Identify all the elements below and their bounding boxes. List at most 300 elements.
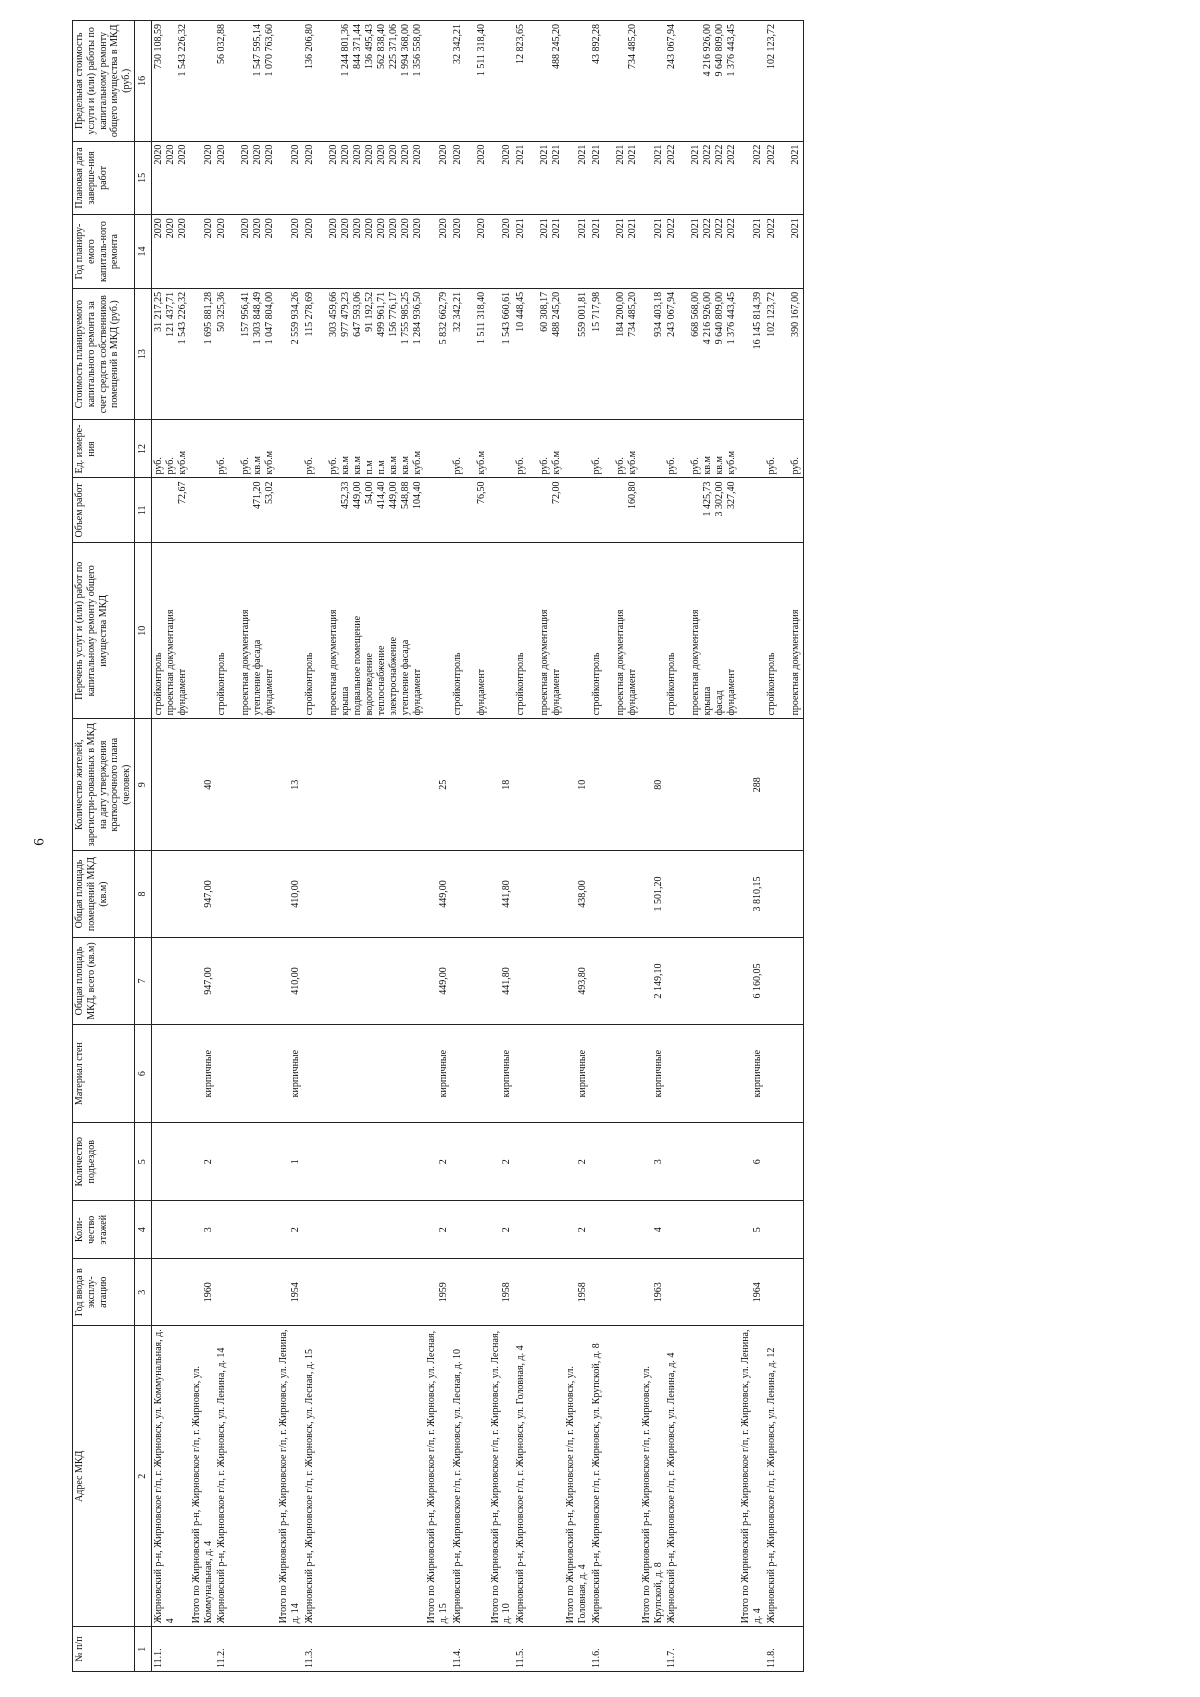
work-unit-line: руб. [666,457,678,475]
empty-cell [303,1201,425,1259]
work-finish-line: 2020 [176,144,188,165]
entrances: 6 [739,1123,765,1201]
residents: 13 [277,719,303,851]
work-finish-line: 2020 [399,144,411,165]
area-rooms: 947,00 [190,851,216,938]
table-row [665,21,739,1672]
work-finish-line [778,145,790,212]
work-cost-line: 303 459,66 [327,291,339,337]
empty-cell [425,1627,451,1672]
work-year-line [464,218,476,285]
work-unit [215,420,277,478]
work-unit [451,420,489,478]
work-year-line: 2020 [351,218,363,239]
work-year [151,215,190,289]
work-finish [765,141,804,215]
work-limit-line: 102 123,72 [765,24,777,69]
work-name [590,543,640,719]
mkd-address: Жирновский р-н, Жирновское г/п, г. Жирновск, ул. Ленина, д. 12 [765,1326,804,1627]
work-finish-line [464,145,476,212]
work-year-line: 2022 [714,218,726,239]
work-unit-line: руб. [765,457,777,475]
work-name [451,543,489,719]
work-finish-line: 2021 [614,144,626,165]
col-header: Общая площадь МКД, всего (кв.м) [73,938,135,1025]
col-header: Количество жителей, зарегистри-рованных в МКД на дату утверждения краткосрочного плана (человек) [73,719,135,851]
work-volume-line [452,481,464,539]
total-finish: 2020 [425,141,451,215]
work-limit-line [328,24,340,138]
work-volume [590,478,640,543]
empty-cell [489,478,515,543]
work-cost [514,288,564,420]
work-finish-line: 2020 [363,144,375,165]
work-year-line: 2020 [475,218,487,239]
work-finish-line: 2020 [475,144,487,165]
work-cost-line [603,292,615,417]
work-name-line: проектная документация [789,609,801,716]
area-total: 2 149,10 [640,938,666,1025]
work-limit [215,21,277,142]
work-cost [215,288,277,420]
empty-cell [277,543,303,719]
work-volume-line [228,481,240,539]
work-volume-line [464,481,476,539]
empty-cell [765,851,804,938]
work-year-line: 2021 [626,218,638,239]
work-name-line [778,546,790,715]
work-unit [590,420,640,478]
work-unit-line: куб.м [726,450,738,475]
work-finish [590,141,640,215]
empty-cell [303,851,425,938]
area-rooms: 441,80 [489,851,515,938]
residents: 10 [564,719,590,851]
work-unit-line: руб. [789,457,801,475]
empty-cell [514,938,564,1025]
work-limit-line: 136 206,80 [303,24,315,69]
year-built: 1964 [739,1259,765,1326]
empty-cell [451,1201,489,1259]
empty-cell [190,543,216,719]
col-number: 10 [134,543,151,719]
work-volume-line: 104,40 [411,481,423,509]
work-unit-line: п.м [375,460,387,475]
empty-cell [151,938,190,1025]
work-finish-line: 2020 [451,144,463,165]
work-cost-line: 121 437,71 [164,291,176,337]
work-cost-line: 9 640 809,00 [714,291,726,345]
work-volume [514,478,564,543]
empty-cell [277,478,303,543]
work-volume-line: 72,67 [176,481,188,504]
empty-cell [451,1123,489,1201]
work-volume-line: 449,00 [387,481,399,509]
work-name-line: крыша [702,686,714,716]
work-unit-line: руб. [303,457,315,475]
work-name-line [228,546,240,715]
entrances: 2 [489,1123,515,1201]
work-cost-line: 1 376 443,45 [726,291,738,345]
work-limit-line: 562 838,40 [375,24,387,69]
work-limit-line: 4 216 926,00 [702,24,714,77]
work-year-line: 2020 [303,218,315,239]
work-cost-line: 243 067,94 [666,291,678,337]
residents: 288 [739,719,765,851]
empty-cell [665,1259,739,1326]
work-volume-line [615,481,627,539]
work-cost-line: 102 123,72 [765,291,777,337]
work-year-line: 2022 [702,218,714,239]
work-limit-line [316,24,328,138]
work-limit-line: 1 511 318,40 [475,24,487,77]
total-row [277,21,303,1672]
col-number: 5 [134,1123,151,1201]
work-name [514,543,564,719]
work-unit-line: кв.м [252,456,264,475]
wall-material: кирпичные [564,1025,590,1123]
work-finish [514,141,564,215]
work-cost-line: 390 167,00 [789,291,801,337]
work-volume [303,478,425,543]
work-finish-line: 2021 [590,144,602,165]
mkd-address: Жирновский р-н, Жирновское г/п, г. Жирновск, ул. Ленина, д. 14 [215,1326,277,1627]
work-unit-line [603,423,615,474]
work-limit-line: 56 032,88 [216,24,228,64]
work-limit-line: 488 245,20 [551,24,563,69]
work-unit-line: руб. [515,457,527,475]
row-number: 11.4. [451,1627,489,1672]
col-number: 1 [134,1627,151,1672]
empty-cell [564,478,590,543]
work-volume [665,478,739,543]
work-year-line: 2020 [216,218,228,239]
empty-cell [665,719,739,851]
work-finish-line: 2020 [252,144,264,165]
work-limit [451,21,489,142]
work-year-line [678,218,690,285]
floors: 2 [564,1201,590,1259]
work-name-line: утепление фасада [399,639,411,716]
work-year-line: 2020 [363,218,375,239]
year-built: 1963 [640,1259,666,1326]
work-name-line: крыша [339,686,351,716]
area-total: 449,00 [425,938,451,1025]
total-cost: 2 559 934,26 [277,288,303,420]
work-year-line: 2022 [765,218,777,239]
empty-cell [425,420,451,478]
work-name-line: проектная документация [164,609,176,716]
col-number: 12 [134,420,151,478]
residents: 40 [190,719,216,851]
work-finish-line: 2020 [216,144,228,165]
empty-cell [640,21,666,142]
work-limit [765,21,804,142]
entrances: 2 [190,1123,216,1201]
work-name-line: утепление фасада [252,639,264,716]
col-header: Количество подъездов [73,1123,135,1201]
work-finish-line: 2022 [666,144,678,165]
work-limit-line: 730 108,59 [152,24,164,69]
work-name-line: стройконтроль [216,652,228,716]
empty-cell [215,1201,277,1259]
work-finish-line: 2021 [515,144,527,165]
work-limit-line [240,24,252,138]
work-name-line: стройконтроль [152,652,164,716]
column-number-row [134,21,151,1672]
work-year [303,215,425,289]
floors: 5 [739,1201,765,1259]
work-limit-line [165,24,177,138]
area-total: 493,80 [564,938,590,1025]
total-cost: 1 695 881,28 [190,288,216,420]
work-cost-line [316,292,328,417]
empty-cell [739,1627,765,1672]
work-name-line: фундамент [411,668,423,716]
year-built: 1954 [277,1259,303,1326]
empty-cell [590,1025,640,1123]
work-name-line [678,546,690,715]
entrances: 2 [425,1123,451,1201]
empty-cell [739,543,765,719]
work-limit-line: 12 823,65 [515,24,527,64]
total-year: 2020 [190,215,216,289]
work-name-line: водоотведение [363,653,375,716]
empty-cell [215,851,277,938]
empty-cell [514,1025,564,1123]
col-header: Предельная стоимость услуги и (или) работы по капитальному ремонту общего имущества в МКД (руб.) [73,21,135,142]
empty-cell [190,1627,216,1672]
col-number: 2 [134,1326,151,1627]
work-year-line: 2020 [240,218,252,239]
work-year-line: 2021 [590,218,602,239]
work-cost-line [778,292,790,417]
work-volume-line [165,481,177,539]
total-year: 2020 [489,215,515,289]
area-rooms: 3 810,15 [739,851,765,938]
empty-cell [665,938,739,1025]
mkd-address: Жирновский р-н, Жирновское г/п, г. Жирновск, ул. Головная, д. 4 [514,1326,564,1627]
work-unit-line: руб. [590,457,602,475]
total-finish: 2021 [564,141,590,215]
empty-cell [451,1259,489,1326]
col-header: Год ввода в эксплу-атацию [73,1259,135,1326]
work-name-line: стройконтроль [303,652,315,716]
work-year-line: 2021 [539,218,551,239]
mkd-address: Жирновский р-н, Жирновское г/п, г. Жирновск, ул. Лесная, д. 15 [303,1326,425,1627]
empty-cell [303,1123,425,1201]
work-cost-line [678,292,690,417]
total-cost: 1 543 660,61 [489,288,515,420]
work-finish [303,141,425,215]
area-rooms: 438,00 [564,851,590,938]
total-label: Итого по Жирновский р-н, Жирновское г/п, г. Жирновск, ул. Головная, д. 4 [564,1326,590,1627]
empty-cell [514,1201,564,1259]
col-number: 4 [134,1201,151,1259]
total-finish: 2022 [739,141,765,215]
work-year [215,215,277,289]
empty-cell [277,21,303,142]
work-year-line: 2020 [411,218,423,239]
work-volume-line: 1 425,73 [702,481,714,517]
work-name [665,543,739,719]
col-header: № п/п [73,1627,135,1672]
work-cost-line: 1 047 804,00 [264,291,276,345]
work-volume-line [678,481,690,539]
work-finish [665,141,739,215]
work-name-line: стройконтроль [590,652,602,716]
work-cost-line: 4 216 926,00 [702,291,714,345]
work-year-line: 2022 [726,218,738,239]
work-name-line [603,546,615,715]
work-unit-line: п.м [363,460,375,475]
work-limit-line [539,24,551,138]
work-volume-line: 53,02 [264,481,276,504]
work-name [303,543,425,719]
empty-cell [489,1627,515,1672]
work-name-line: проектная документация [614,609,626,716]
col-header: Год планиру-емого капиталь-ного ремонта [73,215,135,289]
work-volume-line [778,481,790,539]
row-number: 11.5. [514,1627,564,1672]
work-unit-line: руб. [216,457,228,475]
work-volume [151,478,190,543]
work-name-line: электроснабжение [387,636,399,716]
table-row [514,21,564,1672]
total-row [564,21,590,1672]
empty-cell [590,719,640,851]
empty-cell [514,851,564,938]
work-limit-line [678,24,690,138]
work-cost-line: 1 755 985,25 [399,291,411,345]
empty-cell [451,1025,489,1123]
work-cost [451,288,489,420]
work-year-line: 2020 [252,218,264,239]
work-cost-line: 1 303 848,49 [252,291,264,345]
work-limit-line: 1 070 763,60 [264,24,276,77]
work-volume-line: 414,40 [375,481,387,509]
empty-cell [765,938,804,1025]
floors: 2 [489,1201,515,1259]
total-finish: 2021 [640,141,666,215]
col-number: 15 [134,141,151,215]
work-name [215,543,277,719]
work-name-line [527,546,539,715]
work-unit-line [778,423,790,474]
wall-material: кирпичные [190,1025,216,1123]
work-finish-line: 2021 [626,144,638,165]
total-year: 2020 [425,215,451,289]
work-name-line: стройконтроль [666,652,678,716]
work-volume-line [527,481,539,539]
work-year-line: 2021 [614,218,626,239]
col-header: Плановая дата заверше-ния работ [73,141,135,215]
work-unit-line: кв.м [714,456,726,475]
work-year-line [228,218,240,285]
work-finish [451,141,489,215]
col-header: Материал стен [73,1025,135,1123]
table-row [303,21,425,1672]
table-row [215,21,277,1672]
work-cost-line: 32 342,21 [451,291,463,332]
work-name-line: фундамент [475,668,487,716]
area-total: 410,00 [277,938,303,1025]
col-number: 11 [134,478,151,543]
empty-cell [564,420,590,478]
empty-cell [151,1123,190,1201]
empty-cell [665,1025,739,1123]
work-name-line: проектная документация [240,609,252,716]
empty-cell [514,1123,564,1201]
work-name-line: проектная документация [539,609,551,716]
empty-cell [190,420,216,478]
work-volume [451,478,489,543]
work-cost-line [527,292,539,417]
work-volume-line: 54,00 [363,481,375,504]
work-cost-line: 156 776,17 [387,291,399,337]
work-cost [590,288,640,420]
floors: 2 [277,1201,303,1259]
work-volume-line [766,481,778,539]
col-header: Стоимость планируемого капитального ремонта за счет средств собственников помещений в МКД (руб.) [73,288,135,420]
work-unit [514,420,564,478]
work-unit-line: руб. [451,457,463,475]
work-year-line [316,218,328,285]
work-limit [590,21,640,142]
col-number: 3 [134,1259,151,1326]
work-limit-line: 1 356 558,00 [411,24,423,77]
work-year-line: 2020 [387,218,399,239]
work-volume-line: 471,20 [252,481,264,509]
entrances: 2 [564,1123,590,1201]
work-name-line: проектная документация [690,609,702,716]
work-year-line [603,218,615,285]
work-name-line [464,546,476,715]
empty-cell [151,1259,190,1326]
row-number: 11.6. [590,1627,640,1672]
wall-material: кирпичные [489,1025,515,1123]
work-limit-line: 225 371,06 [387,24,399,69]
empty-cell [765,1123,804,1201]
work-finish-line [603,145,615,212]
total-finish: 2020 [277,141,303,215]
total-row [489,21,515,1672]
work-year-line: 2020 [399,218,411,239]
total-cost: 5 832 662,79 [425,288,451,420]
total-label: Итого по Жирновский р-н, Жирновское г/п, г. Жирновск, ул. Лесная, д. 10 [489,1326,515,1627]
work-unit-line: куб.м [475,450,487,475]
year-built: 1959 [425,1259,451,1326]
work-cost-line: 50 325,36 [216,291,228,332]
work-year [590,215,640,289]
empty-cell [489,21,515,142]
empty-cell [451,719,489,851]
empty-cell [151,851,190,938]
work-finish-line: 2020 [240,144,252,165]
empty-cell [739,420,765,478]
year-built: 1960 [190,1259,216,1326]
empty-cell [489,420,515,478]
residents: 80 [640,719,666,851]
col-header: Адрес МКД [73,1326,135,1627]
work-finish-line: 2021 [690,144,702,165]
total-cost: 16 145 814,39 [739,288,765,420]
work-unit-line: кв.м [351,456,363,475]
empty-cell [665,1123,739,1201]
area-rooms: 449,00 [425,851,451,938]
work-name-line: фундамент [626,668,638,716]
work-name-line: стройконтроль [451,652,463,716]
